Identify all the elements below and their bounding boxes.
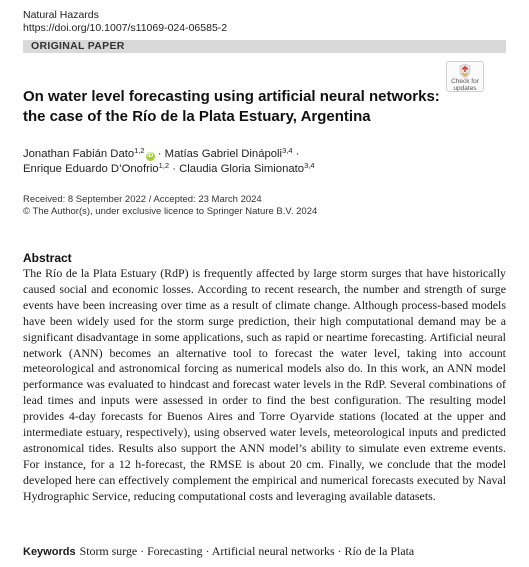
check-for-updates-badge[interactable] xyxy=(446,61,484,92)
abstract-heading: Abstract xyxy=(23,251,72,265)
author-name[interactable]: Matías Gabriel Dinápoli xyxy=(164,148,283,160)
doi-link[interactable]: https://doi.org/10.1007/s11069-024-06585-2 xyxy=(23,22,228,34)
author-name[interactable]: Enrique Eduardo D’Onofrio xyxy=(23,163,159,175)
copyright-license: © The Author(s), under exclusive licence to Springer Nature B.V. 2024 xyxy=(23,206,318,217)
paper-type-banner: ORIGINAL PAPER xyxy=(23,40,506,53)
orcid-icon[interactable]: iD xyxy=(147,153,154,159)
author-affiliation: 1,2 xyxy=(134,146,145,155)
journal-name: Natural Hazards xyxy=(23,9,99,21)
check-for-updates-line2: updates xyxy=(453,84,477,92)
received-accepted-dates: Received: 8 September 2022 / Accepted: 23 March 2024 xyxy=(23,194,262,205)
author-separator: · xyxy=(292,148,300,160)
check-for-updates-icon xyxy=(458,63,472,79)
keywords-section xyxy=(23,544,414,559)
author-affiliation: 3,4 xyxy=(304,161,315,170)
keywords-label: Keywords xyxy=(23,546,76,558)
author-name[interactable]: Jonathan Fabián Dato xyxy=(23,148,135,160)
author-separator: · xyxy=(154,148,165,160)
author-separator: · xyxy=(169,163,180,175)
author-list xyxy=(23,147,503,177)
check-for-updates-line1: Check for xyxy=(451,78,479,85)
author-affiliation: 3,4 xyxy=(282,146,293,155)
author-name[interactable]: Claudia Gloria Simionato xyxy=(179,163,305,175)
keywords-list: Storm surge · Forecasting · Artificial neural networks · Río de la Plata xyxy=(79,544,415,558)
abstract-text: The Río de la Plata Estuary (RdP) is frequently affected by large storm surges that have historically caused social and economic losses. According to recent research, the number and strength of surge events have been increasing over time as a result of climate change. Although process-based models have been widely used for the storm surge prediction, their high computational demand may be a significant disadvantage in some applications, such as rapid or neartime forecasting. Artificial neural network (ANN) becomes an alternative tool to forecast the water level, taking into account meteorological and astronomical forcing as numerical models also do. In this work, an ANN model performance was evaluated to hindcast and forecast water levels in the RdP. Several combinations of lead times and inputs were assessed in order to find the best configuration. The resulting model provides 4-day forecasts for Buenos Aires and Torre Oyarvide stations (located at the upper and intermediate estuary, respectively), using observed water levels, meteorological inputs and predicted astronomical tides. Results also support the ANN model’s ability to simulate even extreme events. For instance, for a 12 h-forecast, the RMSE is about 20 cm. Finally, we conclude that the model developed here can effectively complement the empirical and numerical forecasts executed by Naval Hydrographic Service, reducing computational costs and leveraging available datasets. xyxy=(23,266,506,503)
paper-title: On water level forecasting using artificial neural networks: the case of the Río de la Plata Estuary, Argentina xyxy=(23,88,440,125)
author-affiliation: 1,2 xyxy=(158,161,170,170)
